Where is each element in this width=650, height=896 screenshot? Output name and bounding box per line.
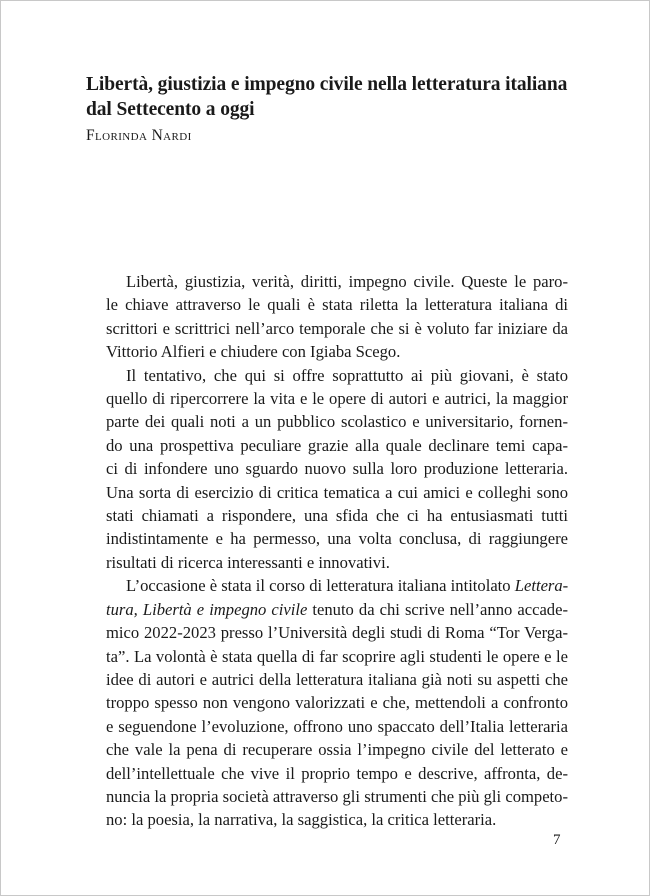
text-line: Libertà, giustizia, verità, diritti, impegno civile. Queste le paro- <box>126 272 568 291</box>
text-line: stati chiamati a rispondere, una sfida che ci ha entusiasmati tutti <box>106 506 568 526</box>
text-line: ta”. La volontà è stata quella di far scoprire agli studenti le opere e le <box>106 646 568 666</box>
text-line: nuncia la propria società attraverso gli strumenti che più gli competo- <box>106 786 568 806</box>
text-line: parte dei quali noti a un pubblico scolastico e universitario, fornen- <box>106 412 568 432</box>
text-line: le chiave attraverso le quali è stata riletta la letteratura italiana di <box>106 295 568 315</box>
text-line: indistintamente e ha permesso, una volta conclusa, di raggiungere <box>106 529 568 549</box>
text-line: Vittorio Alfieri e chiudere con Igiaba Scego. <box>106 342 401 362</box>
text-line: che vale la pena di recuperare ossia l’impegno civile del letterato e <box>106 740 568 760</box>
paragraph-2 <box>86 364 568 575</box>
text-line: risultati di ricerca interessanti e innovativi. <box>106 552 390 572</box>
text-line: mico 2022-2023 presso l’Università degli studi di Roma “Tor Verga- <box>106 623 568 643</box>
chapter-author: Florinda Nardi <box>86 127 192 144</box>
text-line: idee di autori e autrici della letteratura italiana già noti su aspetti che <box>106 669 568 689</box>
chapter-title-line-1: Libertà, giustizia e impegno civile nella letteratura italiana <box>86 74 568 95</box>
italic-course-title: Lettera- <box>514 576 568 596</box>
text-run: L’occasione è stata il corso di letteratura italiana intitolato <box>126 576 515 596</box>
chapter-header <box>86 72 576 146</box>
italic-course-title: tura, Libertà e impegno civile <box>106 599 308 619</box>
text-line <box>86 598 568 621</box>
text-run: tenuto da chi scrive nell’anno accade- <box>307 599 568 619</box>
paragraph-3 <box>86 574 568 831</box>
text-line: ci di infondere uno sguardo nuovo sulla loro produzione letteraria. <box>106 459 568 479</box>
text-line: Una sorta di esercizio di critica tematica a cui amici e colleghi sono <box>106 482 568 502</box>
page-number: 7 <box>553 832 561 848</box>
text-line: dell’intellettuale che vive il proprio tempo e descrive, affronta, de- <box>106 763 568 783</box>
text-line: e seguendone l’evoluzione, offrono uno spaccato dell’Italia letteraria <box>106 716 568 736</box>
chapter-title <box>86 72 576 122</box>
text-line: Il tentativo, che qui si offre soprattutto ai più giovani, è stato <box>126 365 568 385</box>
text-line: do una prospettiva peculiare grazie alla quale declinare temi capa- <box>106 435 568 455</box>
text-line: no: la poesia, la narrativa, la saggistica, la critica letteraria. <box>106 810 497 830</box>
text-line <box>86 574 568 597</box>
text-line: scrittori e scrittrici nell’arco temporale che si è voluto far iniziare da <box>106 318 568 338</box>
text-line: troppo spesso non vengono valorizzati e che, mettendoli a confronto <box>106 693 568 713</box>
body-text <box>86 270 568 832</box>
paragraph-1 <box>86 270 568 364</box>
text-line: quello di ripercorrere la vita e le opere di autori e autrici, la maggior <box>106 389 568 409</box>
chapter-title-line-2: dal Settecento a oggi <box>86 99 255 120</box>
